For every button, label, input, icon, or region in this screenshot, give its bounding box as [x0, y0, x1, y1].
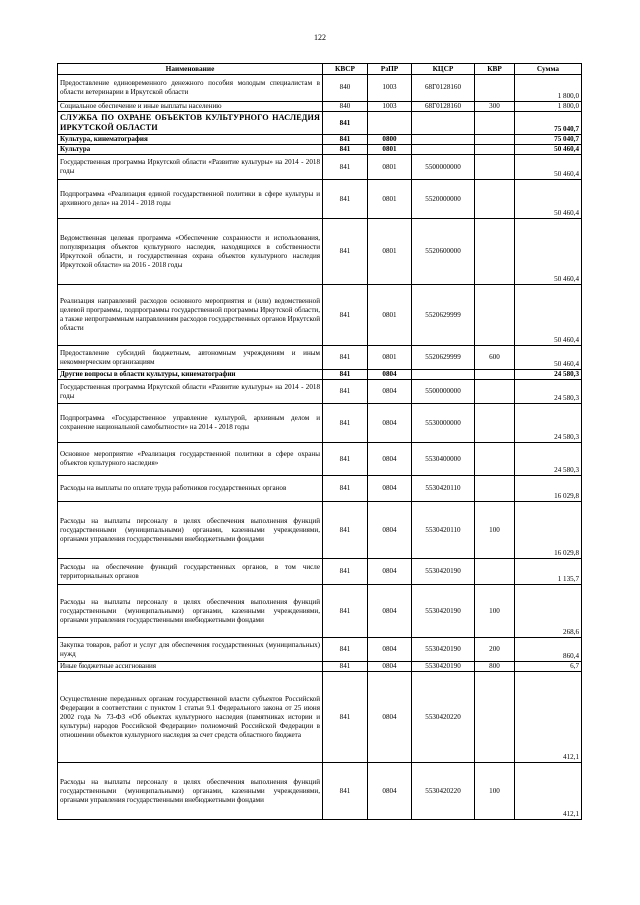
row-kvr: [475, 155, 515, 180]
row-kvr: [475, 75, 515, 102]
table-row: [58, 112, 582, 135]
row-kvsr: 841: [323, 559, 368, 585]
row-sum: 50 460,4: [515, 180, 582, 219]
row-kvsr: 841: [323, 672, 368, 763]
row-kvr: [475, 672, 515, 763]
table-row: [58, 404, 582, 443]
row-name: Реализация направлений расходов основного мероприятия и (или) ведомственной целевой программы, подпрограммы государственной программы Иркутской области, а также непрограммным направлениям расходов государственных органов Иркутской области: [58, 285, 323, 346]
row-rzpr: 0804: [368, 502, 412, 559]
row-rzpr: 0804: [368, 662, 412, 672]
table-row: [58, 219, 582, 285]
row-sum: 6,7: [515, 662, 582, 672]
table-row: [58, 662, 582, 672]
row-sum: 16 029,8: [515, 476, 582, 502]
row-kcsr: [412, 112, 475, 135]
row-kcsr: 5520000000: [412, 180, 475, 219]
row-sum: 24 580,3: [515, 380, 582, 404]
row-kvr: [475, 443, 515, 476]
header-kvsr: КВСР: [323, 64, 368, 75]
table-row: [58, 135, 582, 145]
row-rzpr: 0804: [368, 559, 412, 585]
row-kvr: [475, 285, 515, 346]
row-kvsr: 841: [323, 502, 368, 559]
row-kvsr: 841: [323, 638, 368, 662]
row-kcsr: 5500000000: [412, 380, 475, 404]
table-row: [58, 559, 582, 585]
row-kvr: 100: [475, 585, 515, 638]
row-kcsr: 5520629999: [412, 285, 475, 346]
row-kvr: 800: [475, 662, 515, 672]
row-kvsr: 841: [323, 662, 368, 672]
row-rzpr: 0804: [368, 443, 412, 476]
page-number: 122: [314, 33, 326, 42]
row-sum: 24 580,3: [515, 370, 582, 380]
row-sum: 75 040,7: [515, 112, 582, 135]
row-kvsr: 841: [323, 443, 368, 476]
row-rzpr: 0801: [368, 219, 412, 285]
row-kvr: [475, 219, 515, 285]
row-kvsr: 841: [323, 285, 368, 346]
table-row: [58, 75, 582, 102]
row-kcsr: 5530420190: [412, 638, 475, 662]
row-kvr: [475, 112, 515, 135]
row-kvr: [475, 180, 515, 219]
row-rzpr: 1003: [368, 75, 412, 102]
row-name: Государственная программа Иркутской области «Развитие культуры» на 2014 - 2018 годы: [58, 155, 323, 180]
row-rzpr: 0801: [368, 180, 412, 219]
row-sum: 24 580,3: [515, 443, 582, 476]
row-sum: 1 800,0: [515, 102, 582, 112]
row-name: Другие вопросы в области культуры, кинематографии: [58, 370, 323, 380]
row-rzpr: 0800: [368, 135, 412, 145]
budget-table: [57, 63, 582, 820]
row-kcsr: 5530000000: [412, 404, 475, 443]
row-kvr: [475, 370, 515, 380]
row-kcsr: 68Г0128160: [412, 75, 475, 102]
row-kvsr: 841: [323, 476, 368, 502]
row-rzpr: 0804: [368, 763, 412, 820]
row-name: Предоставление субсидий бюджетным, автономным учреждениям и иным некоммерческим организациям: [58, 346, 323, 370]
table-header-row: [58, 64, 582, 75]
row-kvsr: 841: [323, 763, 368, 820]
row-rzpr: 1003: [368, 102, 412, 112]
row-kcsr: 5520629999: [412, 346, 475, 370]
row-sum: 50 460,4: [515, 155, 582, 180]
row-sum: 1 135,7: [515, 559, 582, 585]
row-sum: 24 580,3: [515, 404, 582, 443]
row-name: Расходы на выплаты персоналу в целях обеспечения выполнения функций государственными (муниципальными) органами, казенными учреждениями, органами управления государственными внебюджетными фондами: [58, 585, 323, 638]
row-rzpr: 0804: [368, 476, 412, 502]
row-name: Закупка товаров, работ и услуг для обеспечения государственных (муниципальных) нужд: [58, 638, 323, 662]
table-row: [58, 476, 582, 502]
row-kvr: 100: [475, 763, 515, 820]
table-row: [58, 502, 582, 559]
row-name: Подпрограмма «Реализация единой государственной политики в сфере культуры и архивного дела» на 2014 - 2018 годы: [58, 180, 323, 219]
row-kcsr: [412, 135, 475, 145]
row-rzpr: 0804: [368, 638, 412, 662]
row-name: Государственная программа Иркутской области «Развитие культуры» на 2014 - 2018 годы: [58, 380, 323, 404]
row-kcsr: 5530420220: [412, 763, 475, 820]
row-name: Расходы на выплаты персоналу в целях обеспечения выполнения функций государственными (муниципальными) органами, казенными учреждениями, органами управления государственными внебюджетными фондами: [58, 763, 323, 820]
row-kcsr: 5530420190: [412, 585, 475, 638]
row-kcsr: 68Г0128160: [412, 102, 475, 112]
row-kcsr: 5530420190: [412, 662, 475, 672]
row-rzpr: 0804: [368, 672, 412, 763]
row-kvsr: 841: [323, 380, 368, 404]
row-kcsr: 5530400000: [412, 443, 475, 476]
row-kcsr: 5500000000: [412, 155, 475, 180]
table-row: [58, 180, 582, 219]
header-kvr: КВР: [475, 64, 515, 75]
row-kvsr: 841: [323, 346, 368, 370]
row-kvsr: 841: [323, 155, 368, 180]
header-name: Наименование: [58, 64, 323, 75]
row-kcsr: 5530420110: [412, 476, 475, 502]
row-kvr: [475, 476, 515, 502]
row-kcsr: 5530420110: [412, 502, 475, 559]
row-kvr: 200: [475, 638, 515, 662]
row-name: Расходы на выплаты по оплате труда работников государственных органов: [58, 476, 323, 502]
table-body: [58, 75, 582, 820]
row-sum: 75 040,7: [515, 135, 582, 145]
row-sum: 50 460,4: [515, 219, 582, 285]
row-sum: 412,1: [515, 672, 582, 763]
row-name: Расходы на выплаты персоналу в целях обеспечения выполнения функций государственными (муниципальными) органами, казенными учреждениями, органами управления государственными внебюджетными фондами: [58, 502, 323, 559]
row-kvsr: 841: [323, 135, 368, 145]
row-kvsr: 841: [323, 219, 368, 285]
row-sum: 1 800,0: [515, 75, 582, 102]
header-sum: Сумма: [515, 64, 582, 75]
row-rzpr: 0801: [368, 285, 412, 346]
row-sum: 860,4: [515, 638, 582, 662]
row-name: Культура: [58, 145, 323, 155]
header-rzpr: РзПР: [368, 64, 412, 75]
table-row: [58, 585, 582, 638]
row-rzpr: 0801: [368, 155, 412, 180]
row-name: Основное мероприятие «Реализация государственной политики в сфере охраны объектов культурного наследия»: [58, 443, 323, 476]
table-row: [58, 443, 582, 476]
row-kvsr: 841: [323, 145, 368, 155]
row-kvsr: 840: [323, 75, 368, 102]
row-sum: 50 460,4: [515, 285, 582, 346]
table-row: [58, 102, 582, 112]
row-rzpr: 0804: [368, 370, 412, 380]
row-name: Предоставление единовременного денежного пособия молодым специалистам в области ветеринарии в Иркутской области: [58, 75, 323, 102]
row-kvr: [475, 559, 515, 585]
row-sum: 50 460,4: [515, 145, 582, 155]
row-kvr: [475, 380, 515, 404]
row-kvsr: 841: [323, 404, 368, 443]
row-name: Подпрограмма «Государственное управление культурой, архивным делом и сохранение национальной самобытности» на 2014 - 2018 годы: [58, 404, 323, 443]
row-name: Социальное обеспечение и иные выплаты населению: [58, 102, 323, 112]
row-kcsr: 5530420220: [412, 672, 475, 763]
row-kvsr: 841: [323, 585, 368, 638]
table-row: [58, 638, 582, 662]
table-row: [58, 155, 582, 180]
row-name: Расходы на обеспечение функций государственных органов, в том числе территориальных органов: [58, 559, 323, 585]
row-rzpr: [368, 112, 412, 135]
row-name: Иные бюджетные ассигнования: [58, 662, 323, 672]
table-row: [58, 763, 582, 820]
row-name: СЛУЖБА ПО ОХРАНЕ ОБЪЕКТОВ КУЛЬТУРНОГО НАСЛЕДИЯ ИРКУТСКОЙ ОБЛАСТИ: [58, 112, 323, 135]
row-kvr: [475, 404, 515, 443]
row-kvr: [475, 135, 515, 145]
header-kcsr: КЦСР: [412, 64, 475, 75]
row-kcsr: [412, 145, 475, 155]
row-sum: 50 460,4: [515, 346, 582, 370]
table-row: [58, 380, 582, 404]
table-row: [58, 145, 582, 155]
row-name: Ведомственная целевая программа «Обеспечение сохранности и использования, популяризация объектов культурного наследия, находящихся в собственности Иркутской области, и государственная охрана объектов культурного наследия Иркутской области» на 2016 - 2018 годы: [58, 219, 323, 285]
row-kcsr: 5530420190: [412, 559, 475, 585]
table-row: [58, 285, 582, 346]
row-rzpr: 0801: [368, 145, 412, 155]
row-sum: 16 029,8: [515, 502, 582, 559]
row-sum: 268,6: [515, 585, 582, 638]
row-kvr: 300: [475, 102, 515, 112]
row-kvsr: 841: [323, 112, 368, 135]
row-rzpr: 0804: [368, 380, 412, 404]
row-kcsr: 5520600000: [412, 219, 475, 285]
table-row: [58, 370, 582, 380]
row-kcsr: [412, 370, 475, 380]
row-rzpr: 0804: [368, 404, 412, 443]
row-kvr: 600: [475, 346, 515, 370]
row-kvsr: 841: [323, 370, 368, 380]
row-kvsr: 841: [323, 180, 368, 219]
row-kvr: [475, 145, 515, 155]
row-name: Осуществление переданных органам государственной власти субъектов Российской Федерации в соответствии с пунктом 1 статьи 9.1 Федерального закона от 25 июня 2002 года № 73-ФЗ «Об объектах культурного наследия (памятниках истории и культуры) народов Российской Федерации» полномочий Российской Федерации в отношении объектов культурного наследия за счет средств областного бюджета: [58, 672, 323, 763]
table-row: [58, 346, 582, 370]
row-sum: 412,1: [515, 763, 582, 820]
table-row: [58, 672, 582, 763]
row-kvr: 100: [475, 502, 515, 559]
row-name: Культура, кинематография: [58, 135, 323, 145]
row-kvsr: 840: [323, 102, 368, 112]
row-rzpr: 0804: [368, 585, 412, 638]
row-rzpr: 0801: [368, 346, 412, 370]
